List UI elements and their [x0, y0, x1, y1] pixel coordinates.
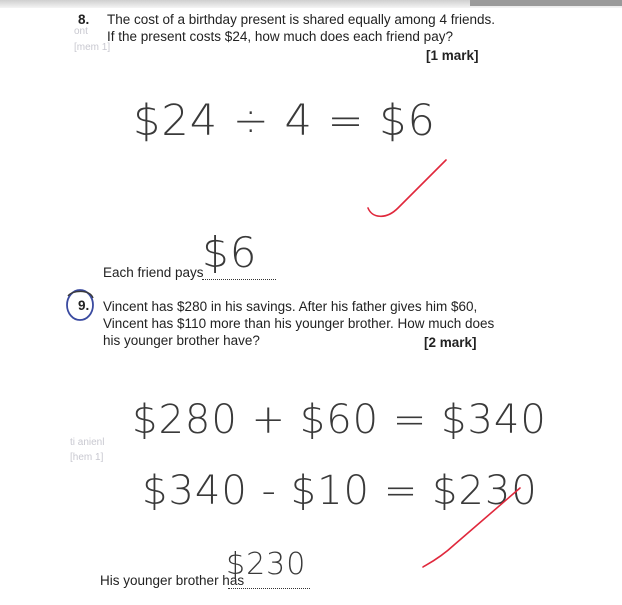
question-9-line-1: Vincent has $280 in his savings. After his father gives him $60, [103, 299, 478, 314]
bleed-through-text: ont [74, 26, 88, 37]
question-9-handwritten-answer: $230 [226, 547, 307, 582]
question-9-handwritten-working-line-2: $340 - $10 = $230 [142, 468, 538, 514]
question-9-handwritten-working-line-1: $280 + $60 = $340 [132, 397, 547, 443]
bleed-through-text: [hem 1] [70, 452, 104, 463]
bleed-through-text: ti anienl [70, 437, 105, 448]
question-8-handwritten-answer: $6 [202, 228, 258, 277]
question-8-answer-line [202, 279, 276, 280]
question-8-marks: [1 mark] [426, 48, 479, 63]
question-9-circle-scribble [68, 291, 93, 298]
question-8-answer-label: Each friend pays [103, 265, 204, 280]
bleed-through-text: [mem 1] [74, 42, 111, 53]
question-8-number: 8. [78, 12, 90, 27]
question-9-marks: [2 mark] [424, 335, 477, 350]
page-top-shadow [470, 0, 622, 6]
question-9-line-3: his younger brother have? [103, 333, 260, 348]
question-8-handwritten-working: $24 ÷ 4 = $6 [133, 96, 436, 146]
question-8-red-tick [368, 160, 446, 216]
question-9-number: 9. [78, 298, 90, 313]
question-9-answer-line [228, 588, 310, 589]
question-8-line-1: The cost of a birthday present is shared equally among 4 friends. [107, 12, 495, 27]
question-9-line-2: Vincent has $110 more than his younger brother. How much does [103, 316, 495, 331]
question-8-line-2: If the present costs $24, how much does each friend pay? [107, 29, 453, 44]
question-9-answer-label: His younger brother has [100, 573, 245, 588]
